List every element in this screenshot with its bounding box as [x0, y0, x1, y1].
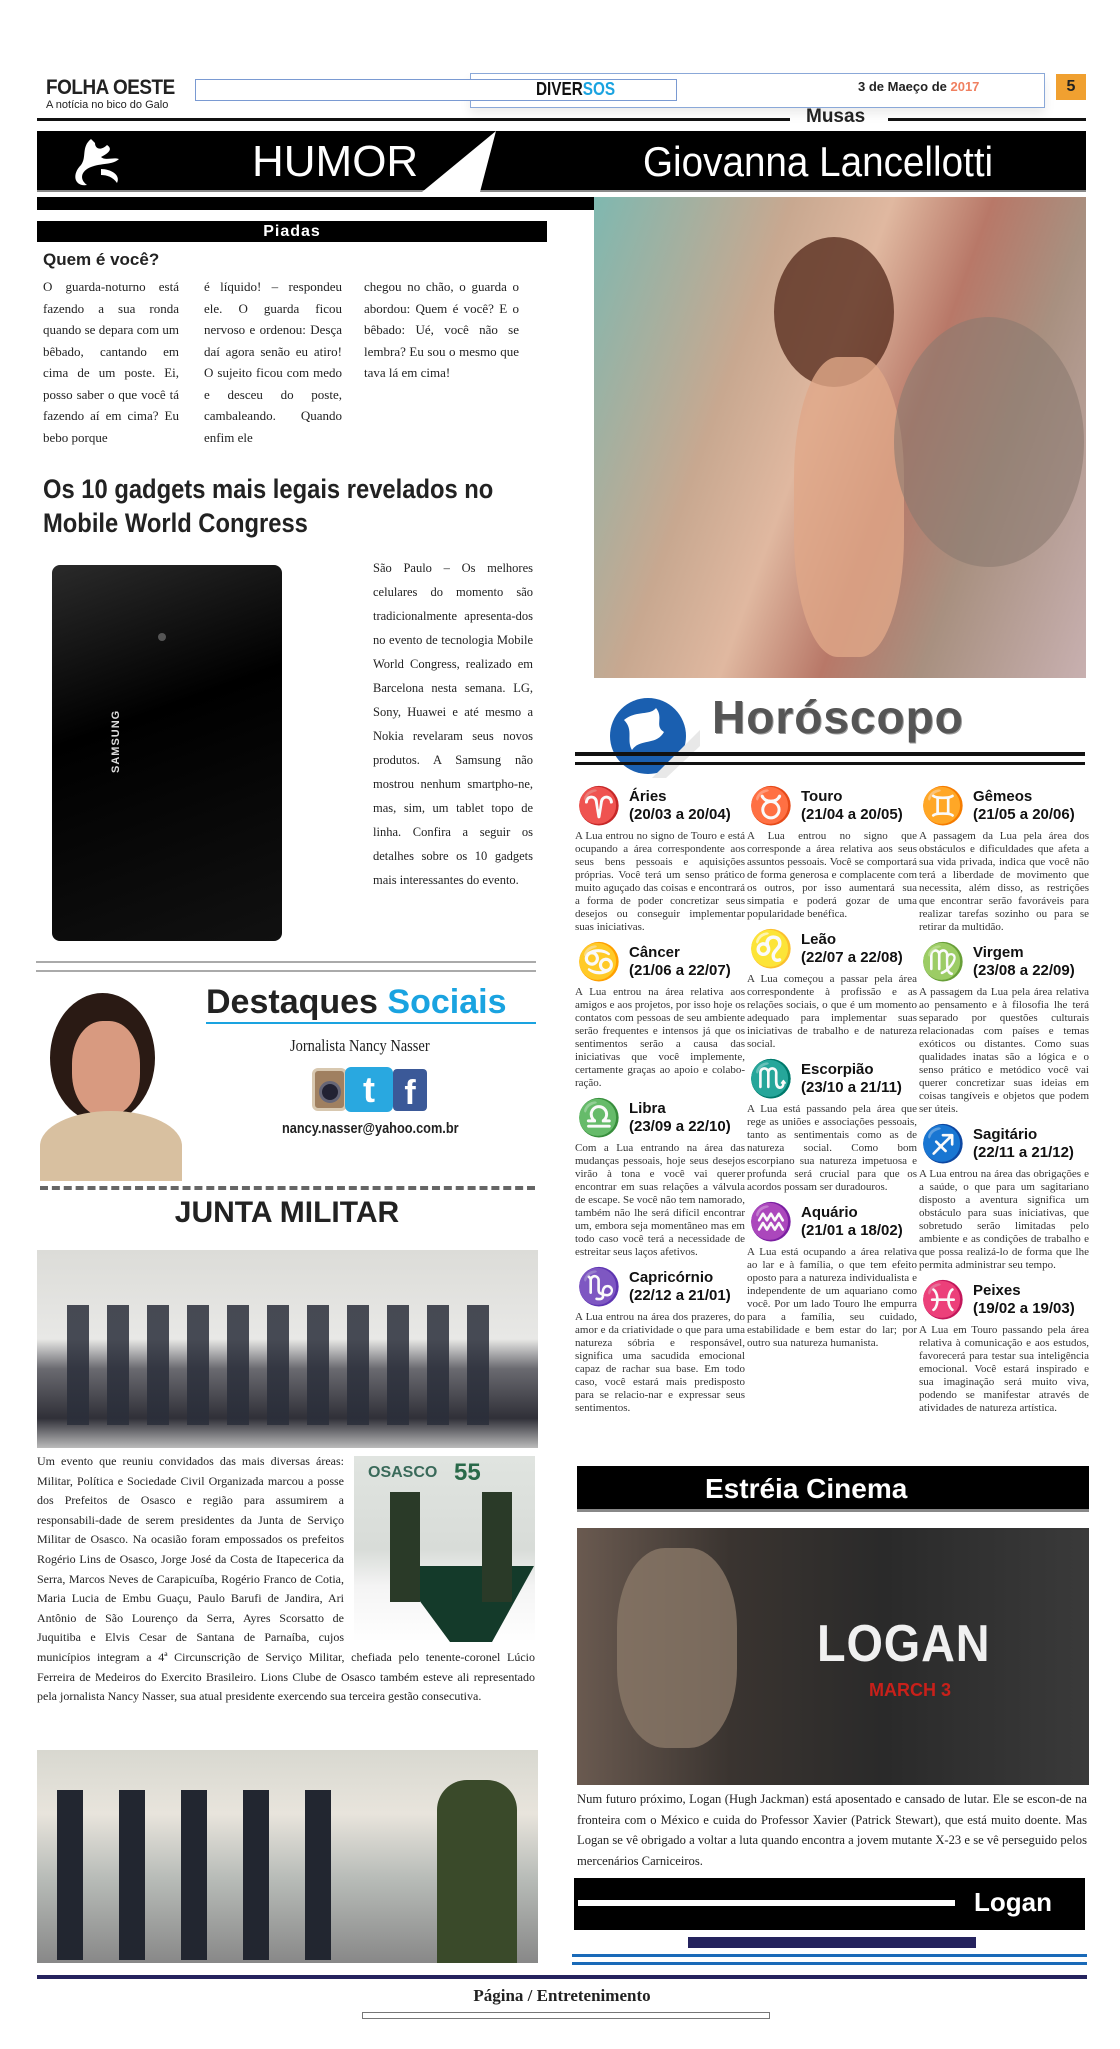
sign-name [801, 1061, 902, 1097]
zodiac-icon: ♍ [920, 942, 966, 982]
sign-header [747, 1202, 917, 1242]
logan-bar-label: Logan [974, 1887, 1052, 1917]
section-title-a: DIVER [536, 79, 583, 99]
date-year: 2017 [950, 79, 980, 94]
sign-title: Escorpião [801, 1061, 874, 1078]
humor-title: HUMOR [252, 137, 419, 186]
sign-name [973, 1282, 1075, 1318]
junta-article [37, 1452, 535, 1744]
horoscope-column [747, 786, 917, 1350]
logan-poster [577, 1528, 1089, 1785]
horoscope-rule [575, 752, 1085, 756]
junta-title: JUNTA MILITAR [174, 1196, 400, 1229]
joke-col-2: é líquido! – respondeu ele. O guarda ficou nervoso e ordenou: Desça daí agora senão eu atiro! O sujeito ficou com medo e desceu do poste, cambaleando. Quando enfim ele [204, 279, 342, 445]
sign-text: Com a Lua entrando na área das mudanças pessoais, hoje seus desejos virão à tona e você vai querer encontrar em suas relações a válvula de escape. Se você não tem namorado, também não lhe será difícil encontrar um, embora seja momentâneo mas em todo caso você terá a necessidade de estreitar seus laços afetivos. [575, 1142, 745, 1258]
zodiac-icon: ♏ [748, 1059, 794, 1099]
rule-left [37, 118, 790, 121]
tablet-photo [40, 563, 356, 943]
social-title-a: Destaques [206, 983, 388, 1021]
zodiac-icon: ♐ [920, 1124, 966, 1164]
junta-body-bottom: Santana de Parnaíba, cujos municípios integram a 4ª Circunscrição de Serviço Militar, chefiada pelo tenente-coronel Lúcio Ferreira de Medeiros do Exercito Brasileiro. Lions Clube de Osasco também esteve ali representado pela jornalista Nancy Nasser, sua atual presidente exercendo sua terceira gestão consecutiva. [37, 1630, 535, 1704]
sign-dates: (21/05 a 20/06) [973, 806, 1075, 823]
piadas-bar: Piadas [37, 221, 547, 242]
photo-anniversary: 55 [454, 1459, 481, 1486]
cinema-body: Num futuro próximo, Logan (Hugh Jackman) está aposentado e cansado de lutar. Ele se escon-de na fronteira com o México e cuida do Professor Xavier (Patrick Stewart), que está muito doente. Mas Logan se vê obrigado a voltar a luta quando encontra a jovem mutante X-23 e se vê perseguido pelos mercenários Carniceiros. [577, 1792, 1087, 1868]
sign-name [629, 944, 731, 980]
joke-col-3: chegou no chão, o guarda o abordou: Quem é você? E o bêbado: Ué, você não se lembra? Eu sou o mesmo que tava lá em cima! [364, 279, 519, 380]
sign-header [575, 1098, 745, 1138]
black-bar [37, 197, 594, 210]
zodiac-icon: ♉ [748, 786, 794, 826]
rule-right [888, 118, 1086, 121]
sign-dates: (22/12 a 21/01) [629, 1287, 731, 1304]
dashed-divider [40, 1186, 535, 1190]
banner-slash [422, 131, 502, 192]
sign-name [973, 788, 1075, 824]
sign-dates: (23/08 a 22/09) [973, 962, 1075, 979]
sign-header [919, 1124, 1089, 1164]
sign-name [629, 788, 731, 824]
journalist-email[interactable]: nancy.nasser@yahoo.com.br [282, 1120, 459, 1137]
sign-dates: (21/06 a 22/07) [629, 962, 731, 979]
sign-header [747, 786, 917, 826]
zodiac-icon: ♑ [576, 1267, 622, 1307]
sign-name [973, 944, 1075, 980]
footer-box [362, 2012, 770, 2019]
sign-header [747, 1059, 917, 1099]
banner [37, 131, 1086, 192]
section-title-b: SOS [582, 79, 616, 99]
gadgets-body: São Paulo – Os melhores celulares do momento são tradicionalmente apresenta-dos no evento de tecnologia Mobile World Congress, realizado em Barcelona nesta semana. LG, Sony, Huawei e até mesmo a Nokia revelaram seus novos produtos. A Samsung não mostrou nenhum smartpho-ne, mas, sim, um tablet topo de linha. Confira a seguir os detalhes sobre os 10 gadgets mais interessantes do evento. [373, 561, 533, 887]
sign-title: Touro [801, 788, 843, 805]
sign-header [575, 942, 745, 982]
sign-name [973, 1126, 1074, 1162]
zodiac-icon: ♎ [576, 1098, 622, 1138]
sign-header [919, 1280, 1089, 1320]
horoscope-sign [575, 786, 745, 934]
issue-date [858, 79, 979, 94]
muse-photo [594, 197, 1086, 678]
sign-title: Câncer [629, 944, 680, 961]
zodiac-icon: ♓ [920, 1280, 966, 1320]
photo-banner-text: OSASCO [368, 1464, 438, 1481]
sign-text: A Lua entrou no signo que corresponde a área relativa aos seus assuntos pessoais. Você se comportará de forma generosa e complacente com os outros, por isso aumentará sua simpatia e poderá gozar de uma popularidade benéfica. [747, 830, 917, 920]
horoscope-sign [747, 786, 917, 921]
facebook-icon[interactable]: f [393, 1069, 427, 1111]
sign-dates: (22/07 a 22/08) [801, 949, 903, 966]
sign-header [919, 942, 1089, 982]
horoscope-sign [575, 942, 745, 1090]
horoscope-sign [575, 1098, 745, 1259]
page-number: 5 [1056, 74, 1086, 100]
sign-title: Aquário [801, 1204, 858, 1221]
sign-dates: (23/09 a 22/10) [629, 1118, 731, 1135]
horoscope-column [919, 786, 1089, 1415]
sign-header [575, 1267, 745, 1307]
journalist-name: Jornalista Nancy Nasser [290, 1036, 430, 1055]
sign-dates: (20/03 a 20/04) [629, 806, 731, 823]
sign-text: A Lua entrou na área dos prazeres, do amor e da criatividade o que para uma natureza sóbria e responsável, significa uma sacudida emocional capaz de rachar sua base. Em todo caso, você estará mais predisposto para se relacio-nar e expressar seus sentimentos. [575, 1311, 745, 1414]
zodiac-icon: ♊ [920, 786, 966, 826]
poster-title: LOGAN [817, 1615, 991, 1673]
date-text: 3 de Maeço de [858, 79, 951, 94]
sign-dates: (19/02 a 19/03) [973, 1300, 1075, 1317]
social-title-b: Sociais [387, 983, 507, 1021]
junta-body-top: Um evento que reuniu convidados das mais diversas áreas: Militar, Política e Sociedade Civil Organizada marcou a posse dos Prefeitos de Osasco e região para assumirem a responsabili-dade de serem presidentes da Junta de Serviço Militar de Osasco. Na ocasião foram empossados os prefeitos Rogério Lins de Osasco, Jorge José da Costa de Itapecerica da Serra, Marcos Neves de Carapicuíba, Rogério Franco de Cotia, Maria Lucia de Embu Guaçu, Paulo Barufi de Jandira, Ari Antônio de São Lourenço da Serra, Ayres Scorsatto de Juquitiba e Elvis Cesar de [37, 1454, 344, 1645]
sign-header [919, 786, 1089, 826]
sign-name [801, 788, 903, 824]
horoscope-sign [747, 1059, 917, 1194]
sign-title: Gêmeos [973, 788, 1033, 805]
horoscope-sign [919, 786, 1089, 934]
musas-label: Musas [806, 106, 866, 127]
zodiac-icon: ♒ [748, 1202, 794, 1242]
logan-bar [574, 1878, 1085, 1930]
sign-text: A Lua está passando pela área que rege as uniões e associações pessoais, tanto as sentimentais como as de natureza social. Como bom escorpiano sua natureza impetuosa e profunda será crucial para que os acordos possam ser duradouros. [747, 1103, 917, 1193]
poster-date: MARCH 3 [869, 1680, 952, 1700]
footer-rule [572, 1962, 1087, 1965]
horoscope-sign [747, 929, 917, 1051]
horoscope-sign [919, 942, 1089, 1116]
horoscope-column [575, 786, 745, 1415]
sign-title: Capricórnio [629, 1269, 714, 1286]
joke-title: Quem é você? [43, 250, 160, 269]
sign-text: A Lua começou a passar pela área correspondente à profissão e as relações sociais, o que é um momento adequado para implementar suas iniciativas de trabalho e de natureza social. [747, 973, 917, 1050]
title-underline [206, 1022, 536, 1024]
divider [36, 961, 536, 963]
joke-col-1: O guarda-noturno está fazendo a sua ronda quando se depara com um bêbado, cantando em cima de um poste. Ei, posso saber o que você tá fazendo aí em cima? Eu bebo porque [43, 279, 179, 445]
sign-title: Sagitário [973, 1126, 1038, 1143]
horoscope-sign [919, 1280, 1089, 1415]
sign-text: A Lua em Touro passando pela área relativa à comunicação e aos estudos, favorecerá para testar sua inteligência emocional. Você estará inspirado e sua imaginação será muito viva, podendo se manifestar através de atividades de natureza artística. [919, 1324, 1089, 1414]
sign-text: A Lua entrou no signo de Touro e está ocupando a área correspondente aos seus bens pessoais e aquisições próprias. Você terá um senso prático muito aguçado das coisas e encontrará a forma de poder concretizar seus desejos ou conseguir implementar suas iniciativas. [575, 830, 745, 933]
horoscope-sign [575, 1267, 745, 1415]
footer-rule [572, 1954, 1087, 1957]
sign-name [629, 1100, 731, 1136]
sign-name [629, 1269, 731, 1305]
gadgets-headline: Os 10 gadgets mais legais revelados no Mobile World Congress [43, 474, 494, 538]
horoscope-title: Horóscopo [712, 691, 964, 743]
sign-dates: (22/11 a 21/12) [973, 1144, 1074, 1161]
sign-title: Virgem [973, 944, 1024, 961]
sign-dates: (23/10 a 21/11) [801, 1079, 902, 1096]
bird-logo-icon [61, 135, 141, 189]
muse-name: Giovanna Lancellotti [643, 138, 994, 185]
sign-text: A passagem da Lua pela área relativa ao pensamento e à filosofia lhe terá separado por questões culturais relacionadas com países e temas exóticos ou distantes. Como suas qualidades inatas são a lógica e o senso prático e metódico você vai querer concretizar suas ideias em coisas tangíveis e objetos que podem ser úteis. [919, 986, 1089, 1115]
horoscope-rule [575, 762, 1085, 765]
sign-header [575, 786, 745, 826]
sign-text: A Lua está ocupando a área relativa ao lar e à família, o que tem efeito oposto para a natureza individualista e independente de um aquariano como você. Por um lado Touro lhe empurra para a família, seu cuidado, estabilidade e bem estar do lar; por outro sua natureza humanista. [747, 1246, 917, 1349]
horoscope-sign [919, 1124, 1089, 1272]
sign-text: A Lua entrou na área relativa aos amigos e aos projetos, por isso hoje os contatos com pessoas de seu ambiente serão frequentes e intensos já que os sentimentos serão a causa das iniciativas que você implemente, certamente graças ao apoio e colabo-ração. [575, 986, 745, 1089]
sign-dates: (21/01 a 18/02) [801, 1222, 903, 1239]
sign-title: Libra [629, 1100, 666, 1117]
footer-label: Página / Entretenimento [473, 1986, 651, 2005]
journalist-photo [40, 993, 182, 1181]
divider [36, 970, 536, 972]
sign-text: A Lua entrou na área das obrigações e a saúde, o que para um sagitariano disposto a aventura significa um obstáculo para suas iniciativas, que sobretudo serão limitadas pelo ambiente e as condições de trabalho e que possa realizá-lo de forma que lhe permita administrar seu tempo. [919, 1168, 1089, 1271]
footer-rule [37, 1975, 1087, 1979]
zodiac-icon: ♋ [576, 942, 622, 982]
instagram-icon[interactable] [312, 1068, 347, 1111]
masthead-tagline: A notícia no bico do Galo [46, 99, 169, 111]
sign-title: Peixes [973, 1282, 1021, 1299]
sign-title: Áries [629, 788, 667, 805]
sign-header [747, 929, 917, 969]
junta-group-photo [37, 1250, 538, 1448]
twitter-icon[interactable]: t [345, 1067, 393, 1112]
navy-bar [688, 1937, 976, 1948]
junta-oath-photo [37, 1750, 538, 1963]
sign-text: A passagem da Lua pela área dos obstáculos e dificuldades que afeta a sua vida privada, indica que você não terá a liberdade de movimento que necessita, além disso, as restrições que encontrar serão favoráveis para realizar tarefas sozinho ou para se retirar da multidão. [919, 830, 1089, 933]
sign-dates: (21/04 a 20/05) [801, 806, 903, 823]
cinema-title: Estréia Cinema [577, 1466, 1089, 1512]
sign-name [801, 931, 903, 967]
junta-signing-photo [354, 1456, 535, 1642]
social-title [206, 982, 506, 1022]
tablet-brand: SAMSUNG [110, 709, 122, 773]
sign-name [801, 1204, 903, 1240]
section-title [536, 79, 615, 100]
masthead-name: FOLHA OESTE [46, 76, 175, 99]
zodiac-icon: ♈ [576, 786, 622, 826]
sign-title: Leão [801, 931, 837, 948]
horoscope-sign [747, 1202, 917, 1350]
zodiac-icon: ♌ [748, 929, 794, 969]
